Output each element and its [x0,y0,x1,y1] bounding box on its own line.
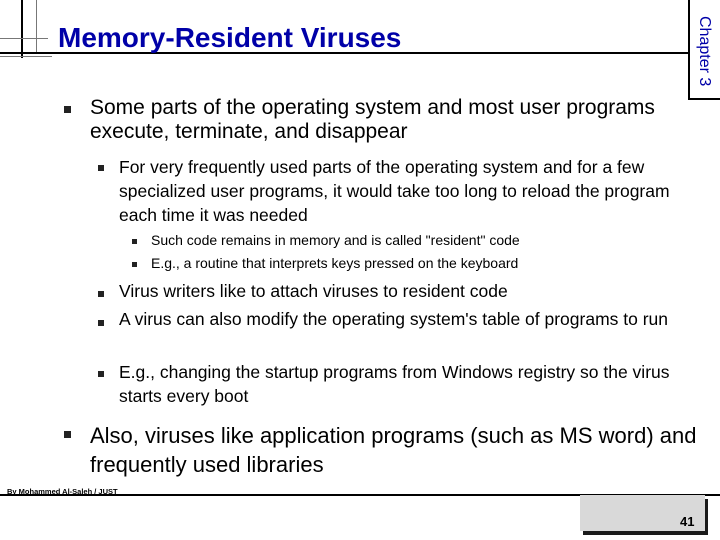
frame-line [36,0,37,52]
bullet-text: Also, viruses like application programs (such as MS word) and frequently used libraries [90,423,697,477]
chapter-label: Chapter 3 [696,15,713,87]
bullet-text: A virus can also modify the operating system's table of programs to run [119,309,669,329]
bullet-text: Virus writers like to attach viruses to resident code [119,281,508,301]
bullet-icon [132,262,137,267]
bullet-icon [98,320,104,326]
bullet-text: For very frequently used parts of the operating system and for a few specialized user programs, it would take too long to reload the program each time it was needed [119,157,670,225]
bullet-text: Some parts of the operating system and most user programs execute, terminate, and disappear [90,96,655,143]
bullet-icon [132,239,137,244]
bullet-text: Such code remains in memory and is called "resident" code [151,232,520,248]
slide-title: Memory-Resident Viruses [58,22,402,53]
bullet-icon [98,165,104,171]
bullet-icon [64,106,71,113]
bullet-icon [98,371,104,377]
footer-author: By Mohammed Al-Saleh / JUST [7,487,118,496]
bullet-icon [64,431,71,438]
bullet-text: E.g., changing the startup programs from Windows registry so the virus starts every boot [119,362,670,406]
frame-line [0,38,48,39]
frame-line [0,56,52,57]
bullet-text: E.g., a routine that interprets keys pressed on the keyboard [151,255,519,271]
chapter-box-border [688,98,720,100]
page-number: 41 [680,514,695,529]
frame-line [21,0,23,58]
bullet-icon [98,291,104,297]
